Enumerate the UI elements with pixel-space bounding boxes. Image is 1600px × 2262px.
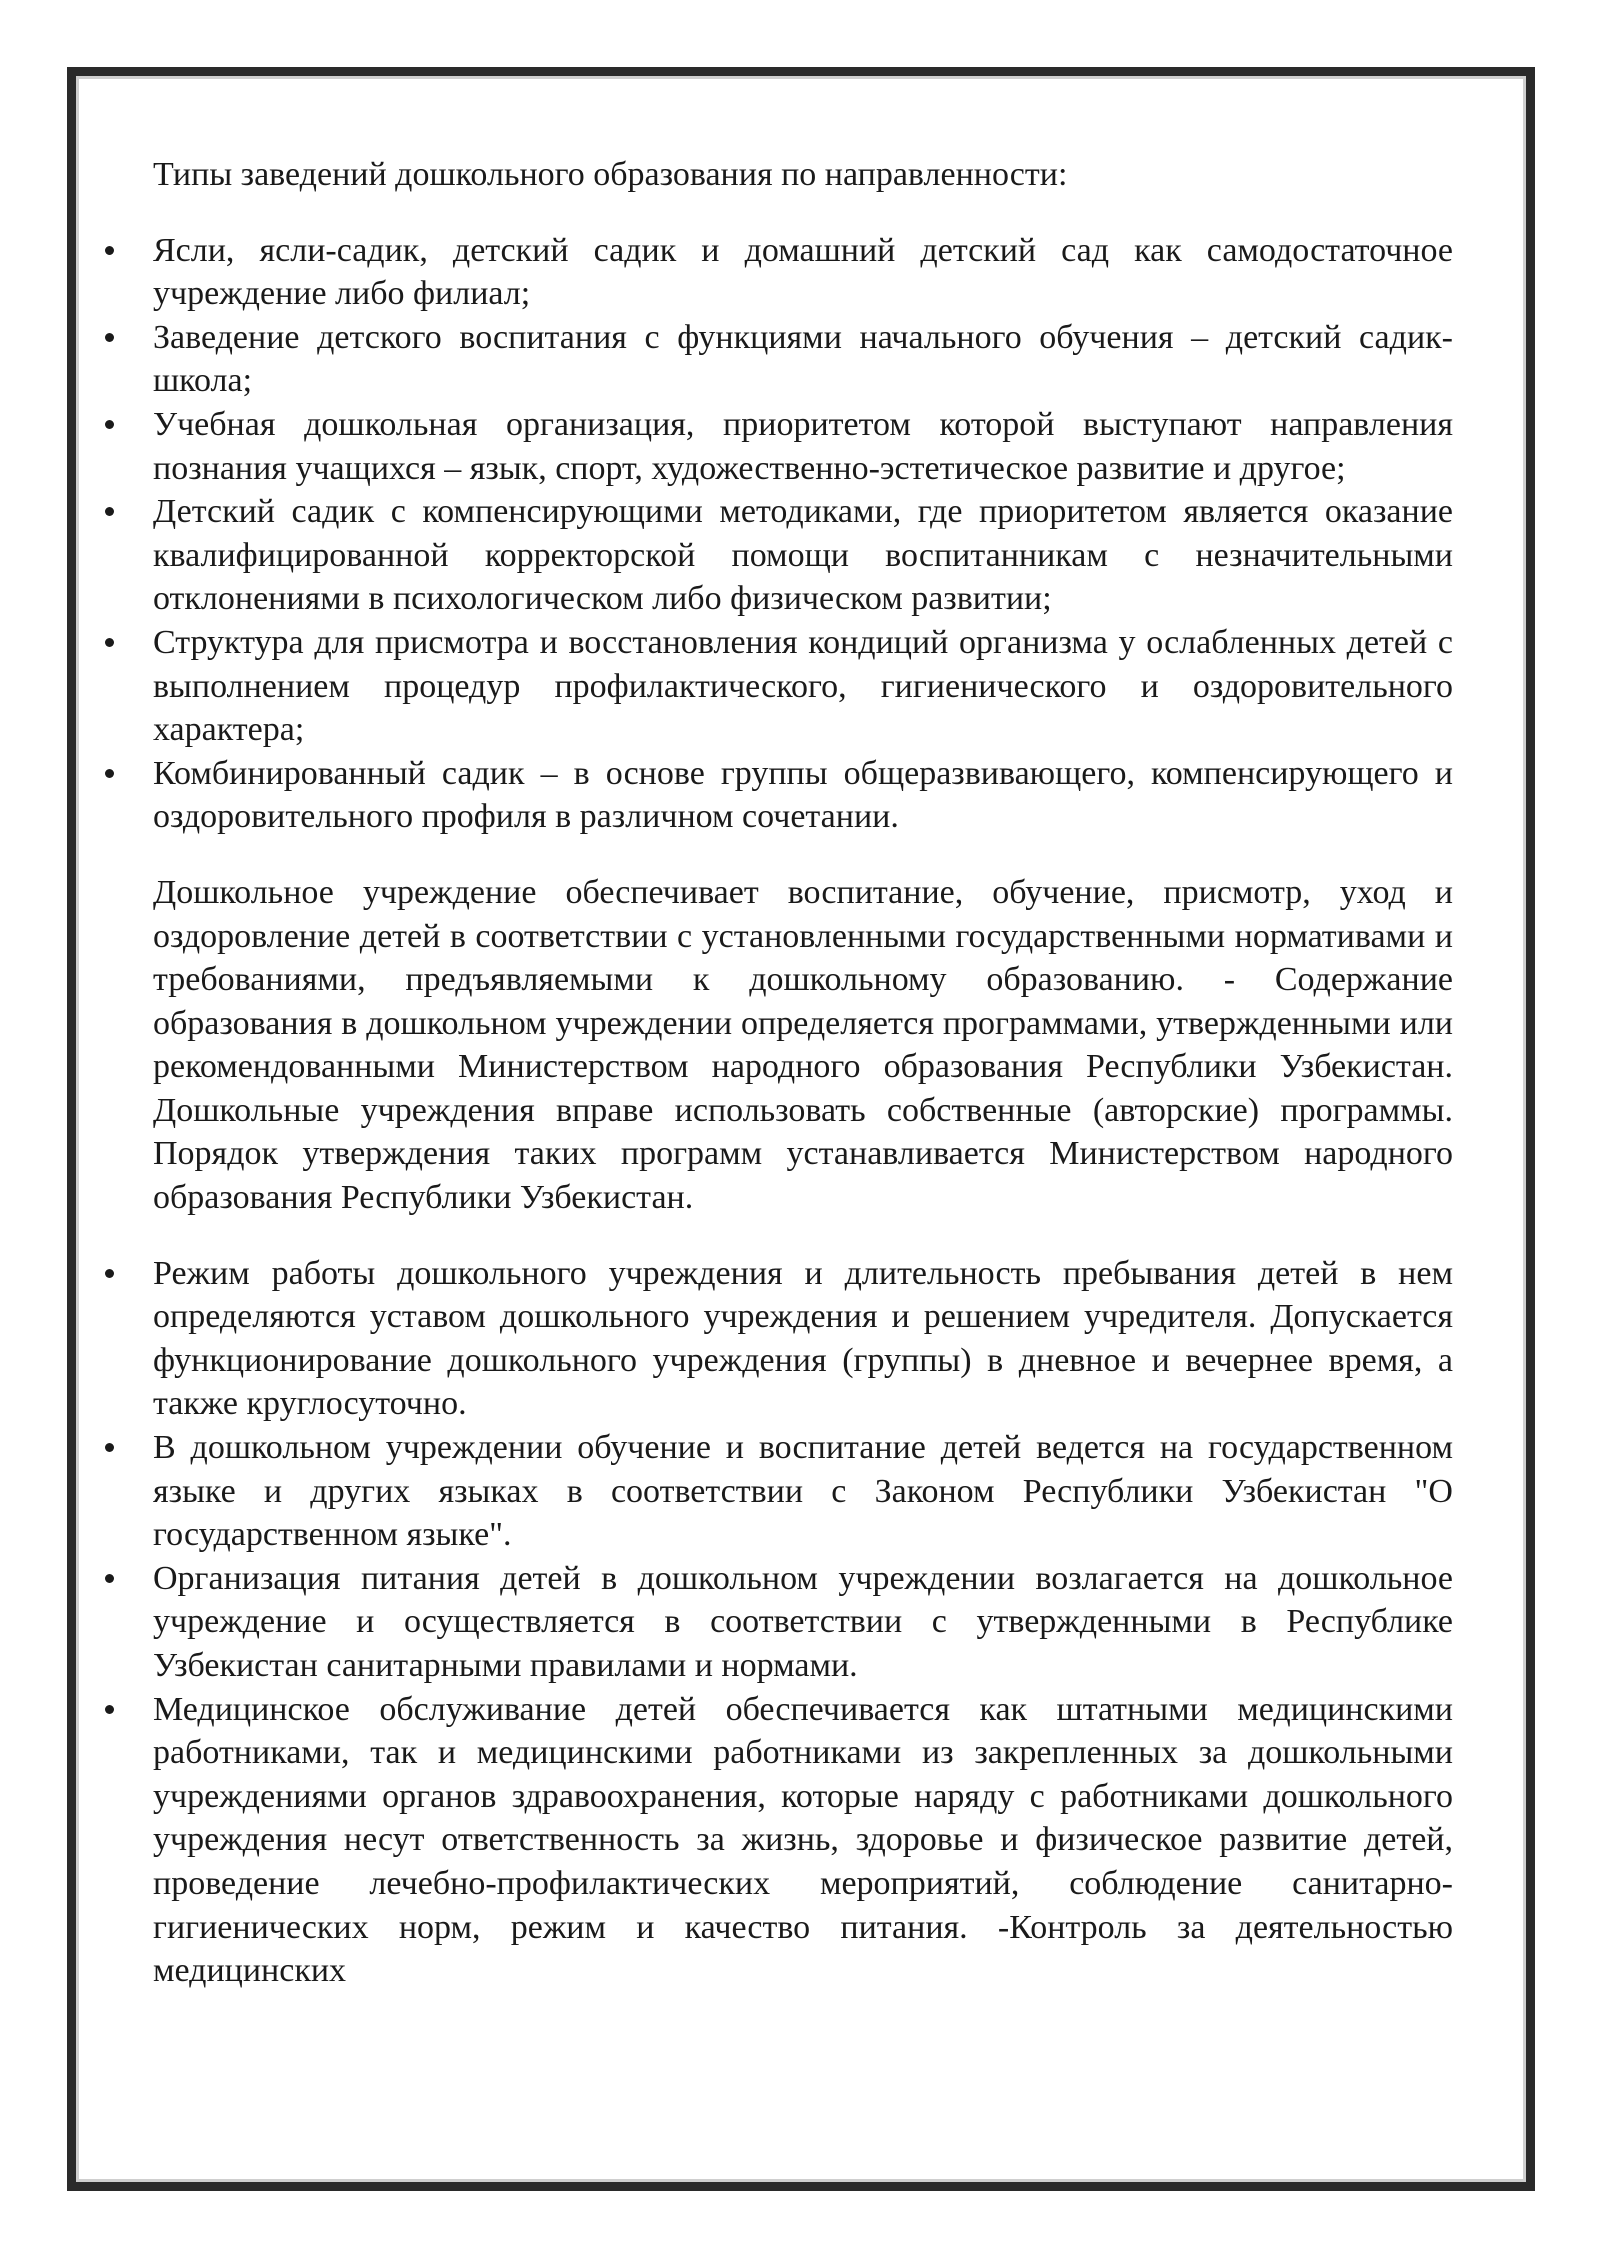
institution-types-list bbox=[153, 229, 1453, 839]
list-item: В дошкольном учреждении обучение и воспитание детей ведется на государственном языке и других языках в соответствии с Законом Республики Узбекистан "О государственном языке". bbox=[153, 1426, 1453, 1557]
list-item: Учебная дошкольная организация, приоритетом которой выступают направления познания учащихся – язык, спорт, художественно-эстетическое развитие и другое; bbox=[153, 403, 1453, 490]
list-item: Детский садик с компенсирующими методиками, где приоритетом является оказание квалифицированной корректорской помощи воспитанникам с незначительными отклонениями в психологическом либо физическом развитии; bbox=[153, 490, 1453, 621]
regulations-list bbox=[153, 1252, 1453, 1993]
list-item: Ясли, ясли-садик, детский садик и домашний детский сад как самодостаточное учреждение либо филиал; bbox=[153, 229, 1453, 316]
intro-heading: Типы заведений дошкольного образования по направленности: bbox=[153, 156, 1068, 193]
list-item: Медицинское обслуживание детей обеспечивается как штатными медицинскими работниками, так и медицинскими работниками из закрепленных за дошкольными учреждениями органов здравоохранения, которые наряду с работниками дошкольного учреждения несут ответственность за жизнь, здоровье и физическое развитие детей, проведение лечебно-профилактических мероприятий, соблюдение санитарно- гигиенических норм, режим и качество питания. -Контроль за деятельностью медицинских bbox=[153, 1688, 1453, 1993]
list-item: Заведение детского воспитания с функциями начального обучения – детский садик-школа; bbox=[153, 316, 1453, 403]
list-item: Комбинированный садик – в основе группы общеразвивающего, компенсирующего и оздоровительного профиля в различном сочетании. bbox=[153, 752, 1453, 839]
list-item: Структура для присмотра и восстановления кондиций организма у ослабленных детей с выполнением процедур профилактического, гигиенического и оздоровительного характера; bbox=[153, 621, 1453, 752]
body-paragraph: Дошкольное учреждение обеспечивает воспитание, обучение, присмотр, уход и оздоровление детей в соответствии с установленными государственными нормативами и требованиями, предъявляемыми к дошкольному образованию. - Содержание образования в дошкольном учреждении определяется программами, утвержденными или рекомендованными Министерством народного образования Республики Узбекистан. Дошкольные учреждения вправе использовать собственные (авторские) программы. Порядок утверждения таких программ устанавливается Министерством народного образования Республики Узбекистан. bbox=[153, 873, 1453, 1217]
list-item: Организация питания детей в дошкольном учреждении возлагается на дошкольное учреждение и осуществляется в соответствии с утвержденными в Республике Узбекистан санитарными правилами и нормами. bbox=[153, 1557, 1453, 1688]
list-item: Режим работы дошкольного учреждения и длительность пребывания детей в нем определяются уставом дошкольного учреждения и решением учредителя. Допускается функционирование дошкольного учреждения (группы) в дневное и вечернее время, а также круглосуточно. bbox=[153, 1252, 1453, 1426]
document-body bbox=[153, 153, 1453, 1993]
